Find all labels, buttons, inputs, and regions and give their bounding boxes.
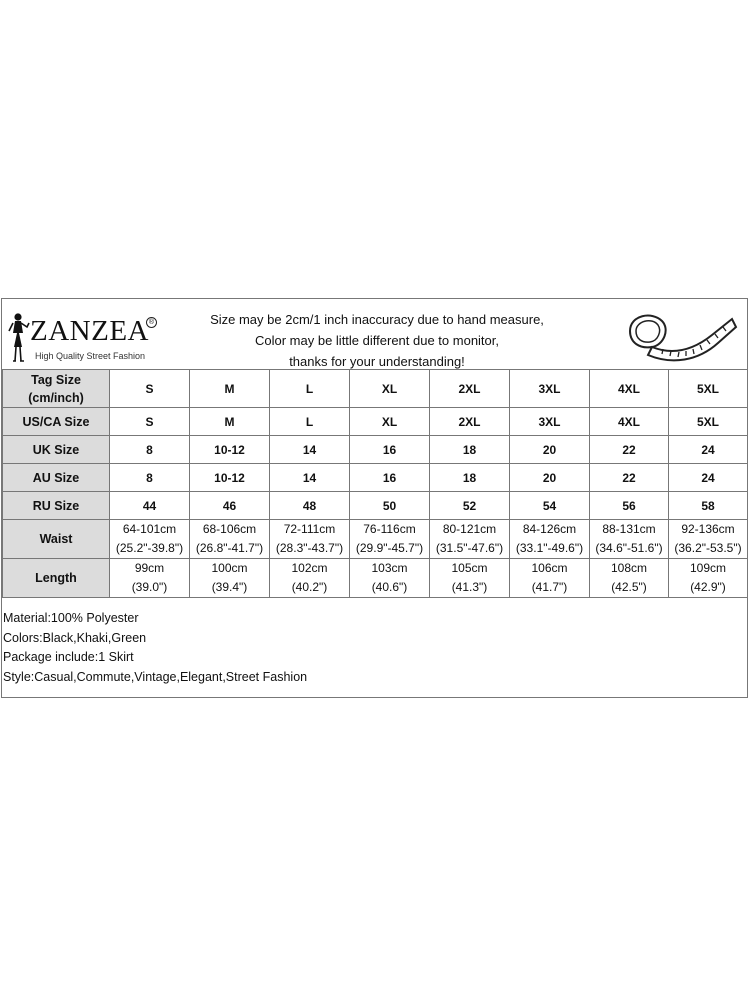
table-cell: 56	[590, 492, 669, 520]
table-row	[3, 436, 748, 464]
table-cell: M	[190, 370, 270, 408]
table-cell: 3XL	[510, 408, 590, 436]
table-cell: 72-111cm (28.3"-43.7")	[270, 520, 350, 559]
table-cell: 54	[510, 492, 590, 520]
table-cell: 3XL	[510, 370, 590, 408]
measuring-tape-icon	[622, 305, 740, 365]
table-cell: 46	[190, 492, 270, 520]
table-cell: 10-12	[190, 436, 270, 464]
spec-colors: Colors:Black,Khaki,Green	[3, 630, 147, 645]
spec-package: Package include:1 Skirt	[3, 650, 134, 664]
table-cell: 80-121cm (31.5"-47.6")	[430, 520, 510, 559]
size-chart-sheet	[1, 298, 748, 698]
product-specs	[2, 609, 747, 687]
table-cell: 16	[350, 464, 430, 492]
notice-line-2: Color may be little different due to monitor,	[255, 333, 499, 348]
table-cell: XL	[350, 370, 430, 408]
table-cell: M	[190, 408, 270, 436]
table-row	[3, 559, 748, 598]
table-cell: S	[110, 370, 190, 408]
row-label: UK Size	[3, 436, 110, 464]
table-cell: 4XL	[590, 408, 669, 436]
table-cell: 18	[430, 436, 510, 464]
table-cell: 2XL	[430, 408, 510, 436]
measurement-notice	[182, 309, 572, 372]
fashion-woman-icon	[6, 311, 32, 365]
table-row	[3, 492, 748, 520]
table-cell: 100cm (39.4")	[190, 559, 270, 598]
table-cell: 99cm (39.0")	[110, 559, 190, 598]
table-cell: 22	[590, 464, 669, 492]
table-cell: 24	[669, 436, 748, 464]
row-label: Waist	[3, 520, 110, 559]
table-cell: 64-101cm (25.2"-39.8")	[110, 520, 190, 559]
table-cell: 58	[669, 492, 748, 520]
table-cell: 10-12	[190, 464, 270, 492]
table-cell: 88-131cm (34.6"-51.6")	[590, 520, 669, 559]
table-cell: 5XL	[669, 370, 748, 408]
brand-name: ZANZEA	[30, 315, 149, 347]
row-label: Tag Size (cm/inch)	[3, 370, 110, 408]
table-cell: 16	[350, 436, 430, 464]
table-cell: 44	[110, 492, 190, 520]
table-cell: 4XL	[590, 370, 669, 408]
table-cell: 22	[590, 436, 669, 464]
table-cell: 14	[270, 436, 350, 464]
table-cell: 2XL	[430, 370, 510, 408]
chart-header	[2, 299, 747, 369]
table-cell: L	[270, 408, 350, 436]
registered-mark: ®	[146, 317, 157, 328]
table-row	[3, 520, 748, 559]
table-cell: XL	[350, 408, 430, 436]
table-cell: 24	[669, 464, 748, 492]
table-cell: 109cm (42.9")	[669, 559, 748, 598]
table-cell: 20	[510, 464, 590, 492]
row-label: RU Size	[3, 492, 110, 520]
table-row	[3, 408, 748, 436]
table-cell: 14	[270, 464, 350, 492]
table-cell: 84-126cm (33.1"-49.6")	[510, 520, 590, 559]
table-cell: 5XL	[669, 408, 748, 436]
notice-line-1: Size may be 2cm/1 inch inaccuracy due to hand measure,	[210, 312, 544, 327]
notice-line-3: thanks for your understanding!	[289, 354, 465, 369]
table-row	[3, 370, 748, 408]
table-cell: 108cm (42.5")	[590, 559, 669, 598]
brand-logo	[6, 307, 156, 367]
table-cell: 106cm (41.7")	[510, 559, 590, 598]
row-label: Length	[3, 559, 110, 598]
table-cell: 18	[430, 464, 510, 492]
table-cell: S	[110, 408, 190, 436]
table-cell: 102cm (40.2")	[270, 559, 350, 598]
row-label: US/CA Size	[3, 408, 110, 436]
table-row	[3, 464, 748, 492]
table-cell: 20	[510, 436, 590, 464]
table-cell: 103cm (40.6")	[350, 559, 430, 598]
table-cell: L	[270, 370, 350, 408]
table-cell: 48	[270, 492, 350, 520]
spec-style: Style:Casual,Commute,Vintage,Elegant,Street Fashion	[3, 669, 308, 684]
spec-material: Material:100% Polyester	[3, 611, 139, 625]
table-cell: 105cm (41.3")	[430, 559, 510, 598]
table-cell: 8	[110, 464, 190, 492]
row-label: AU Size	[3, 464, 110, 492]
table-cell: 52	[430, 492, 510, 520]
table-cell: 92-136cm (36.2"-53.5")	[669, 520, 748, 559]
table-cell: 76-116cm (29.9"-45.7")	[350, 520, 430, 559]
brand-tagline: High Quality Street Fashion	[35, 351, 146, 361]
table-cell: 68-106cm (26.8"-41.7")	[190, 520, 270, 559]
size-table	[2, 369, 748, 598]
table-cell: 8	[110, 436, 190, 464]
table-cell: 50	[350, 492, 430, 520]
